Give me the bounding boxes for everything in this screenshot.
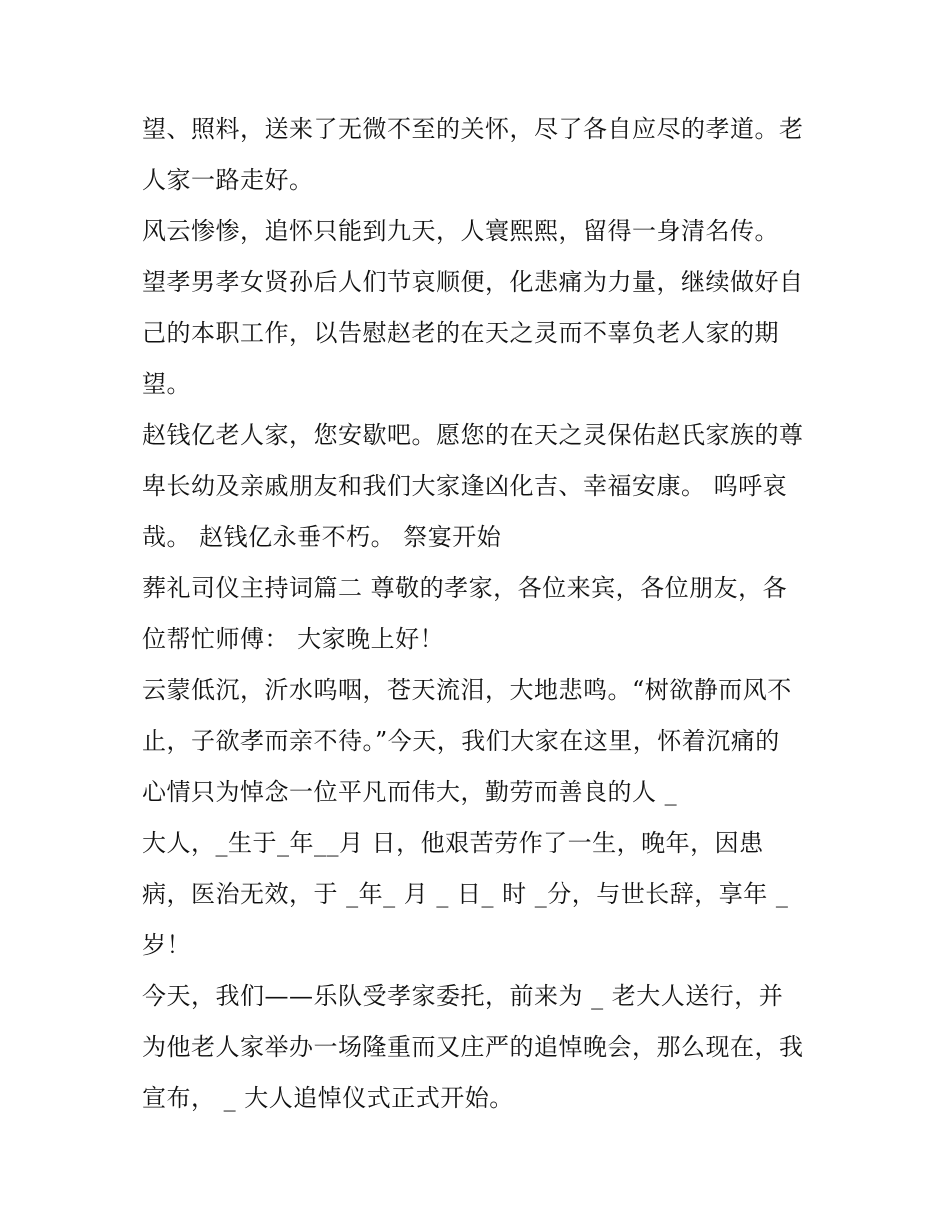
text-line: 葬礼司仪主持词篇二 尊敬的孝家，各位来宾，各位朋友，各 (142, 574, 788, 602)
text-line: 心情只为悼念一位平凡而伟大，勤劳而善良的人 _ (142, 778, 678, 806)
text-line: 止，子欲孝而亲不待。”今天，我们大家在这里，怀着沉痛的 (142, 727, 780, 755)
text-line: 宣布， _ 大人追悼仪式正式开始。 (142, 1084, 514, 1112)
text-line: 赵钱亿老人家，您安歇吧。愿您的在天之灵保佑赵氏家族的尊 (142, 421, 804, 449)
text-line: 哉。 赵钱亿永垂不朽。 祭宴开始 (142, 523, 502, 551)
text-line: 今天，我们——乐队受孝家委托，前来为 _ 老大人送行，并 (142, 982, 784, 1010)
text-line: 望孝男孝女贤孙后人们节哀顺便，化悲痛为力量，继续做好自 (142, 268, 804, 296)
text-line: 风云惨惨，追怀只能到九天，人寰熙熙，留得一身清名传。 (142, 217, 779, 245)
text-line: 卑长幼及亲戚朋友和我们大家逢凶化吉、幸福安康。 呜呼哀 (142, 472, 788, 500)
text-line: 望、照料，送来了无微不至的关怀，尽了各自应尽的孝道。老 (142, 115, 804, 143)
text-line: 人家一路走好。 (142, 166, 314, 194)
text-line: 大人，_生于_年__月 日，他艰苦劳作了一生，晚年，因患 (142, 829, 764, 857)
text-line: 望。 (142, 370, 191, 398)
document-body (142, 104, 822, 1124)
text-line: 岁！ (142, 931, 191, 959)
text-line: 为他老人家举办一场隆重而又庄严的追悼晚会，那么现在，我 (142, 1033, 804, 1061)
text-line: 病，医治无效，于 _年_ 月 _ 日_ 时 _分，与世长辞，享年 _ (142, 880, 789, 908)
text-line: 己的本职工作，以告慰赵老的在天之灵而不辜负老人家的期 (142, 319, 779, 347)
text-line: 位帮忙师傅： 大家晚上好！ (142, 625, 445, 653)
text-line: 云蒙低沉，沂水呜咽，苍天流泪，大地悲鸣。“树欲静而风不 (142, 676, 792, 704)
